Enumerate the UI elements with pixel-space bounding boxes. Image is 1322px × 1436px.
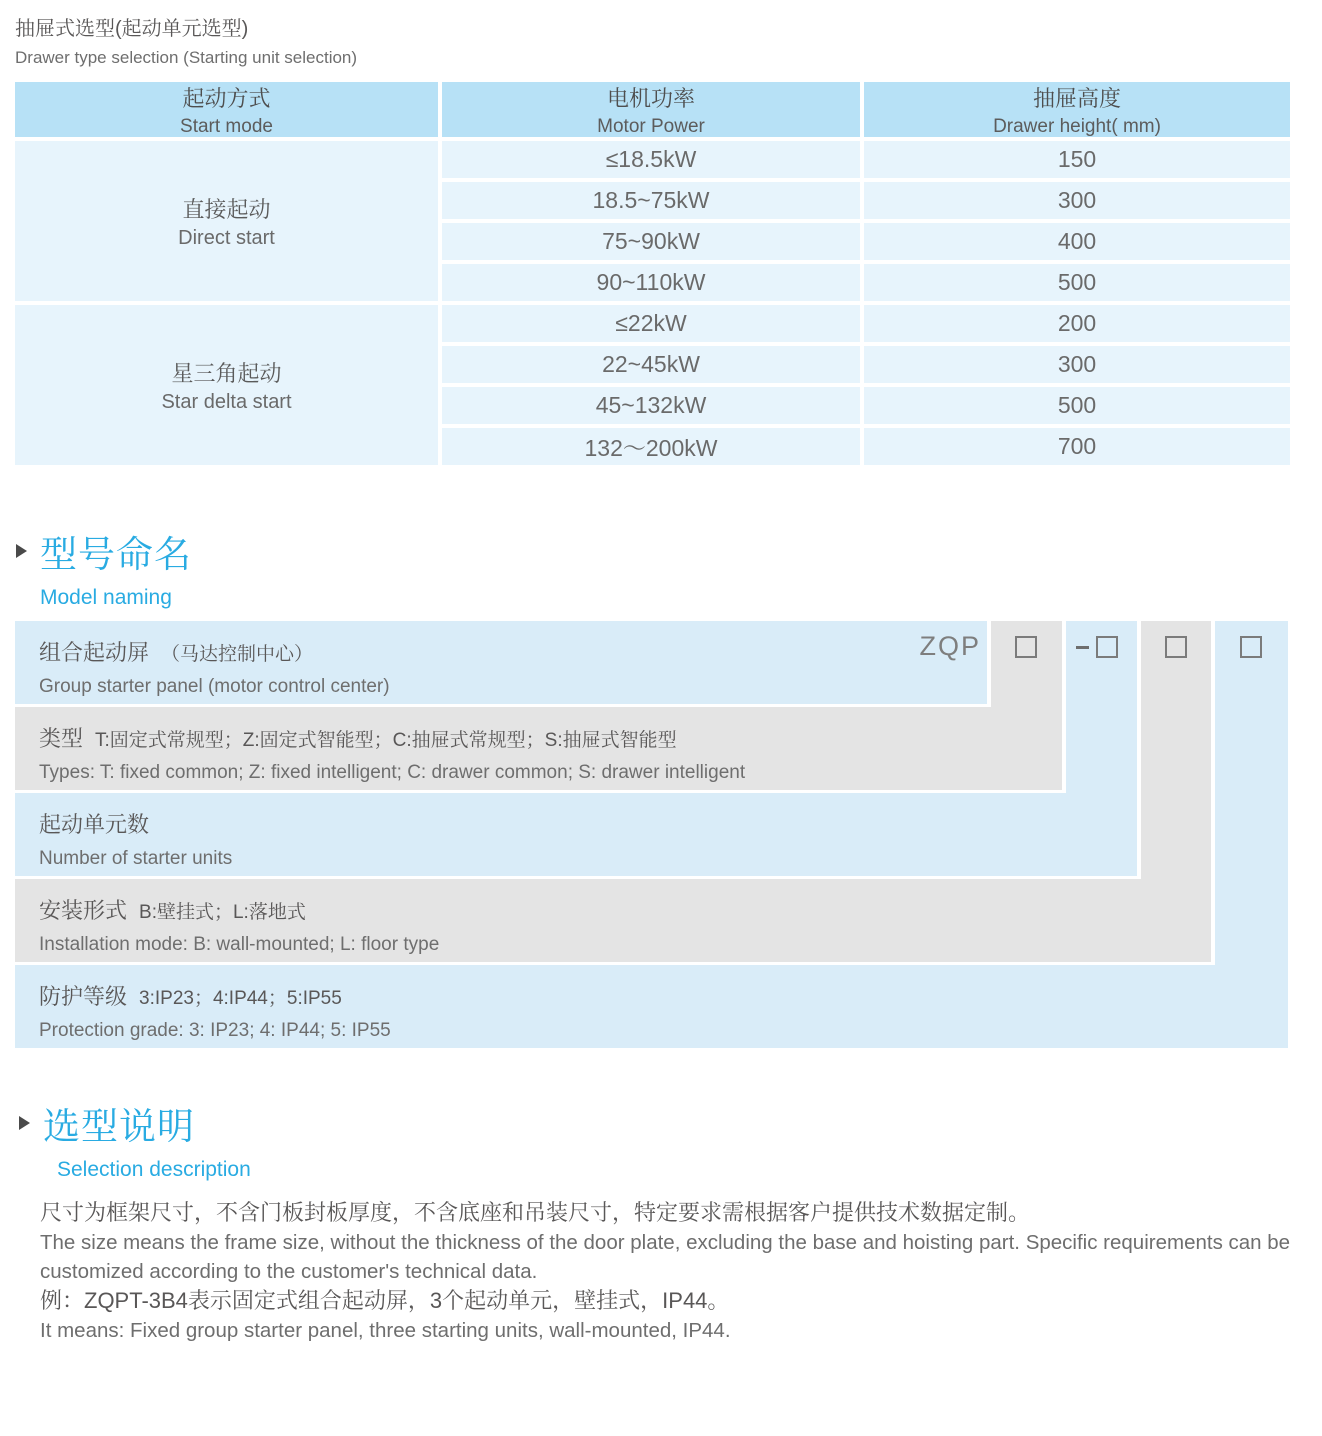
doc-title: [15, 12, 357, 68]
model-row-en: Types: T: fixed common; Z: fixed intelligent; C: drawer common; S: drawer intelligent: [39, 762, 746, 783]
model-row-en: Installation mode: B: wall-mounted; L: floor type: [39, 934, 440, 955]
header-cn: 起动方式: [182, 85, 271, 111]
table-cell-height: 300: [864, 182, 1290, 219]
model-row-label-cn: 起动单元数: [39, 812, 150, 837]
model-row-group-starter-panel: [15, 621, 987, 704]
model-row-protection-grade: [15, 965, 1288, 1048]
section-arrow-icon: [16, 544, 27, 558]
digit-box-units: [1096, 636, 1118, 658]
selection-description-header: [19, 1096, 251, 1182]
table-cell-power: 75~90kW: [442, 223, 860, 260]
col-header-start-mode: [15, 82, 438, 137]
section-title-cn: 型号命名: [40, 534, 192, 575]
group-en: Star delta start: [161, 390, 292, 413]
code-dash: [1076, 646, 1089, 649]
header-en: Drawer height( mm): [993, 115, 1161, 137]
model-row-installation-mode: [15, 879, 1211, 962]
table-cell-height: 400: [864, 223, 1290, 260]
table-cell-power: 45~132kW: [442, 387, 860, 424]
group-en: Direct start: [178, 226, 275, 249]
paragraph-cn: 尺寸为框架尺寸，不含门板封板厚度，不含底座和吊装尺寸，特定要求需根据客户提供技术数据定制。: [40, 1200, 1031, 1225]
table-cell-height: 500: [864, 264, 1290, 301]
model-row-detail-cn: 3:IP23；4:IP44；5:IP55: [139, 988, 342, 1009]
section-title-en: Selection description: [57, 1158, 251, 1181]
header-cn: 抽屉高度: [1032, 85, 1121, 111]
model-row-label-cn: 安装形式: [39, 898, 128, 923]
doc-title-en: Drawer type selection (Starting unit selection): [15, 48, 358, 67]
paragraph-en: The size means the frame size, without the thickness of the door plate, excluding the base and hoisting part. Specific requirements can be customized according to the customer's technical data.: [40, 1231, 1291, 1283]
table-cell-power: ≤22kW: [442, 305, 860, 342]
selection-description-text: [40, 1198, 1292, 1345]
header-cn: 电机功率: [606, 85, 695, 111]
table-cell-height: 700: [864, 428, 1290, 465]
table-cell-power: 22~45kW: [442, 346, 860, 383]
paragraph-cn: 例：ZQPT-3B4表示固定式组合起动屏，3个起动单元，壁挂式，IP44。: [40, 1288, 730, 1313]
model-code: ZQP: [919, 631, 981, 661]
model-row-detail-cn: （马达控制中心）: [161, 644, 314, 665]
model-naming-header: [16, 524, 192, 610]
model-row-types: [15, 707, 1062, 790]
model-row-en: Protection grade: 3: IP23; 4: IP44; 5: IP55: [39, 1020, 391, 1041]
model-naming-diagram: [0, 621, 1322, 1048]
model-row-label-cn: 类型: [39, 726, 84, 751]
table-cell-power: 132～200kW: [442, 428, 860, 465]
paragraph-en: It means: Fixed group starter panel, three starting units, wall-mounted, IP44.: [40, 1319, 731, 1342]
model-row-label-cn: 防护等级: [39, 984, 128, 1009]
table-cell-height: 150: [864, 141, 1290, 178]
header-en: Start mode: [180, 115, 273, 137]
section-title-en: Model naming: [40, 586, 172, 609]
digit-box-installation: [1165, 636, 1187, 658]
table-cell-power: ≤18.5kW: [442, 141, 860, 178]
section-title-cn: 选型说明: [43, 1106, 195, 1147]
table-cell-power: 18.5~75kW: [442, 182, 860, 219]
table-cell-height: 300: [864, 346, 1290, 383]
col-header-motor-power: [442, 82, 860, 137]
model-row-en: Group starter panel (motor control center): [39, 676, 390, 697]
col-header-drawer-height: [864, 82, 1290, 137]
model-row-detail-cn: B:壁挂式；L:落地式: [139, 902, 306, 923]
table-cell-height: 200: [864, 305, 1290, 342]
model-row-en: Number of starter units: [39, 848, 233, 869]
table-cell-height: 500: [864, 387, 1290, 424]
doc-title-cn: 抽屉式选型(起动单元选型): [15, 18, 249, 40]
group-cn: 星三角起动: [171, 360, 282, 386]
model-row-starter-units: [15, 793, 1137, 876]
section-arrow-icon: [19, 1116, 30, 1130]
digit-box-protection: [1240, 636, 1262, 658]
group-cell-star-delta-start: [15, 305, 438, 465]
group-cn: 直接起动: [182, 196, 271, 222]
drawer-selection-table: [15, 82, 1290, 465]
digit-box-type: [1015, 636, 1037, 658]
table-cell-power: 90~110kW: [442, 264, 860, 301]
model-row-label-cn: 组合起动屏: [39, 640, 150, 665]
model-row-detail-cn: T:固定式常规型；Z:固定式智能型；C:抽屉式常规型；S:抽屉式智能型: [95, 730, 677, 751]
group-cell-direct-start: [15, 141, 438, 301]
header-en: Motor Power: [597, 115, 705, 137]
